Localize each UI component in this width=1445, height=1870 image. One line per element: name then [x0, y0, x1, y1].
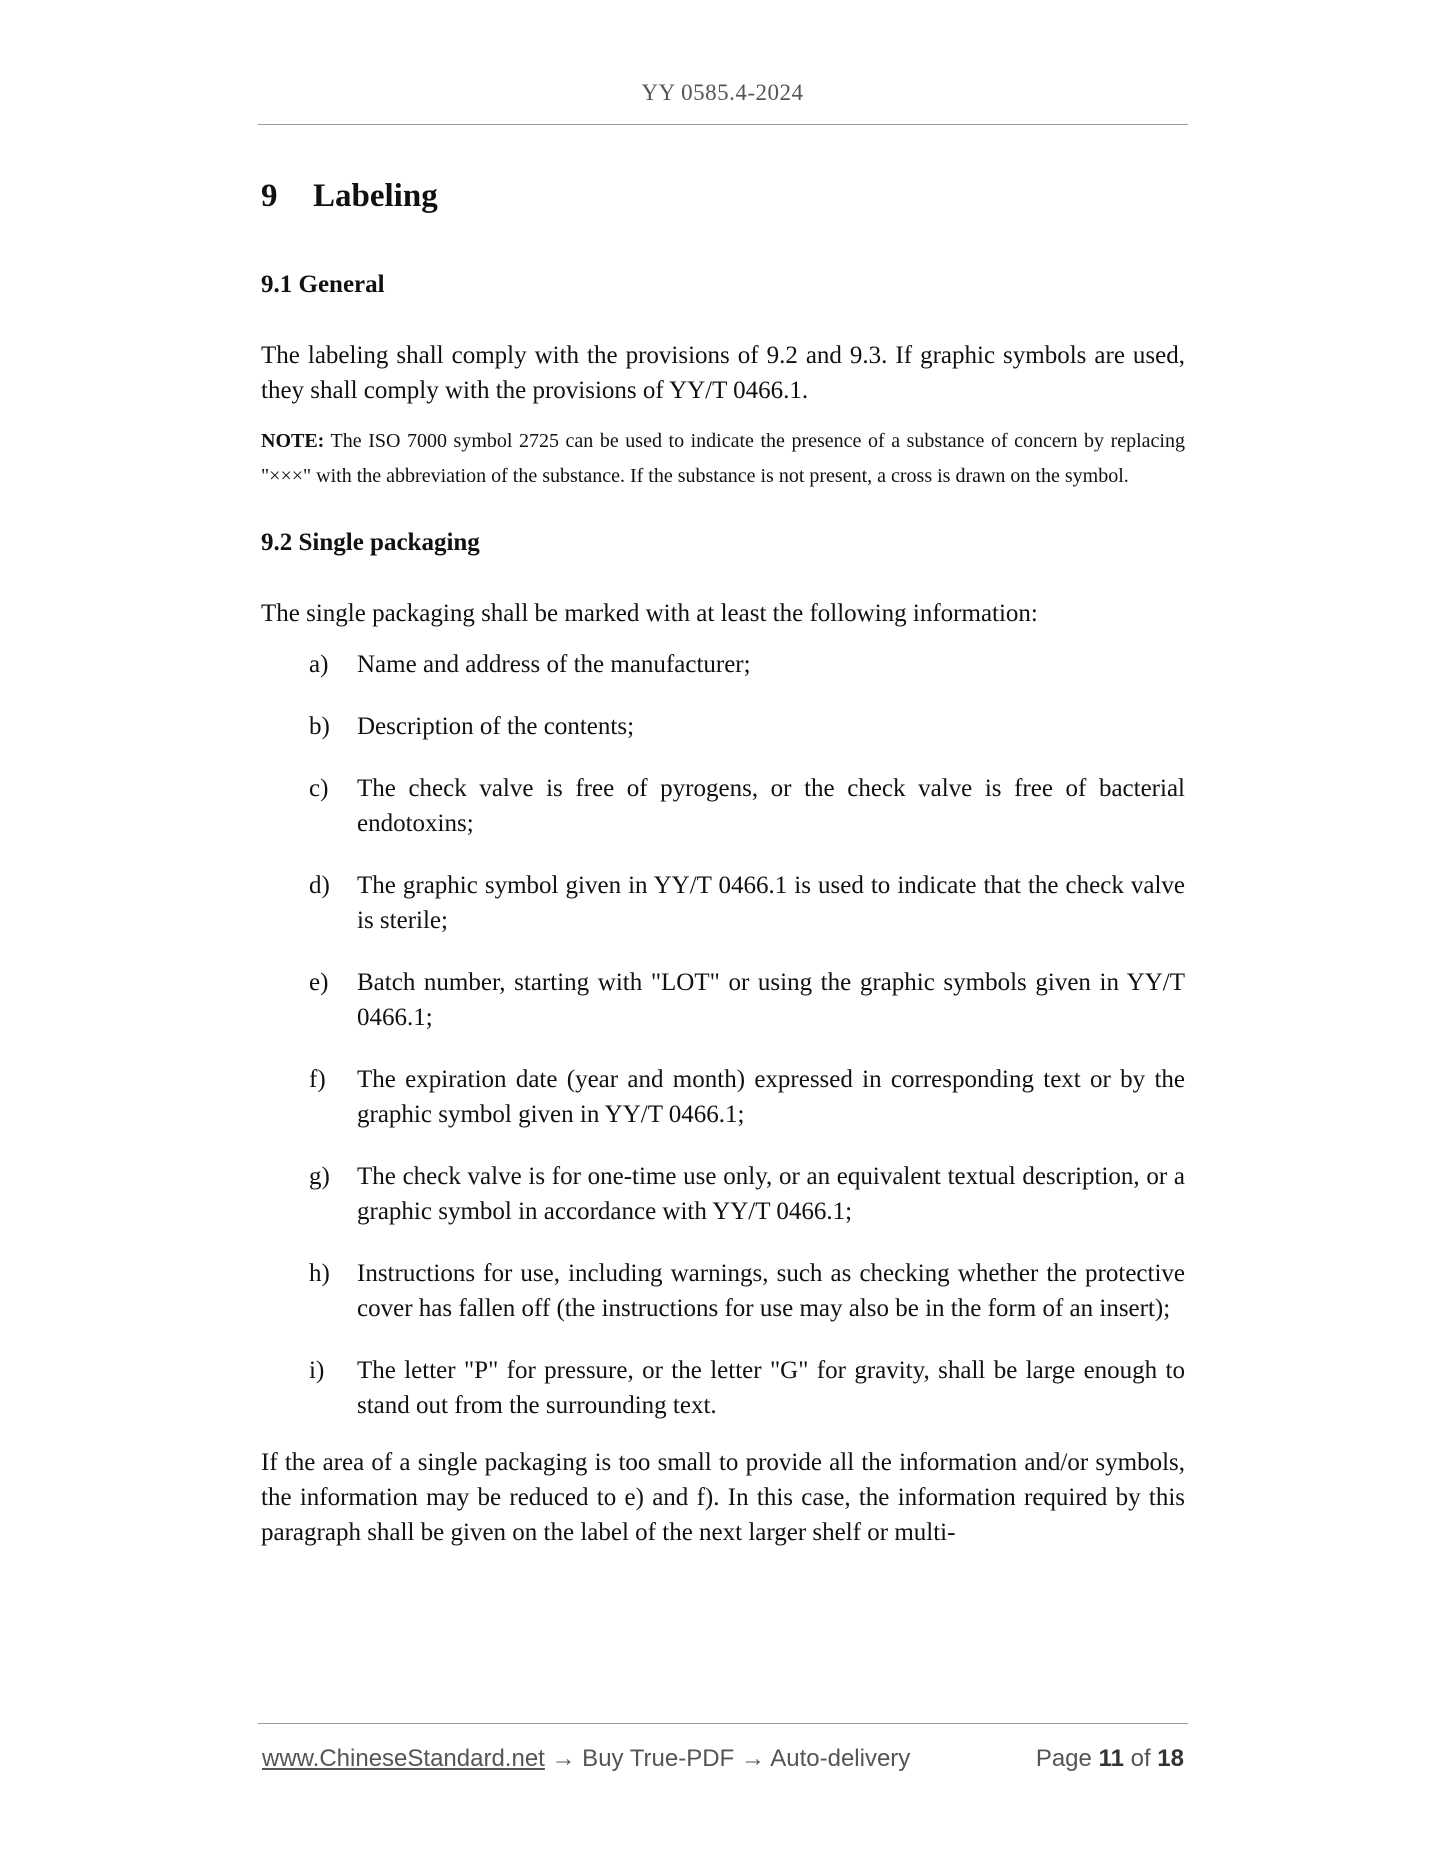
footer-promo-text: → Buy True-PDF → Auto-delivery [544, 1745, 911, 1772]
list-item-text: The graphic symbol given in YY/T 0466.1 is used to indicate that the check valve is sterile; [357, 872, 1185, 934]
note-label: NOTE: [261, 430, 325, 452]
list-item-text: Name and address of the manufacturer; [357, 651, 751, 678]
list-item [261, 771, 1185, 841]
list-item-text: The expiration date (year and month) expressed in corresponding text or by the graphic symbol given in YY/T 0466.1; [357, 1066, 1185, 1128]
list-item [261, 709, 1185, 744]
list-item [261, 1159, 1185, 1229]
subsection-heading-general: 9.1 General [261, 271, 385, 298]
list-item-text: Instructions for use, including warnings, such as checking whether the protective cover has fallen off (the instructions for use may also be in the form of an insert); [357, 1260, 1185, 1322]
general-paragraph: The labeling shall comply with the provisions of 9.2 and 9.3. If graphic symbols are used, they shall comply with the provisions of YY/T 0466.1. [261, 342, 1185, 404]
page-label: Page [1035, 1745, 1092, 1772]
list-item-text: The check valve is free of pyrogens, or the check valve is free of bacterial endotoxins; [357, 775, 1185, 837]
list-marker: b) [309, 713, 330, 740]
note-paragraph [261, 424, 1185, 494]
list-item [261, 1256, 1185, 1326]
list-marker: d) [309, 872, 330, 899]
page-footer [262, 1745, 1184, 1773]
section-title: Labeling [313, 178, 438, 214]
list-item [261, 1062, 1185, 1132]
footer-divider [258, 1723, 1188, 1724]
closing-paragraph: If the area of a single packaging is too small to provide all the information and/or symbols, the information may be reduced to e) and f). In this case, the information required by this paragraph shall be given on the label of the next larger shelf or multi- [261, 1449, 1185, 1546]
list-item [261, 868, 1185, 938]
list-item-text: Description of the contents; [357, 713, 635, 740]
footer-promo [262, 1745, 910, 1773]
list-marker: h) [309, 1260, 330, 1287]
header-divider [258, 124, 1188, 125]
list-marker: f) [309, 1066, 326, 1093]
page-total: 18 [1157, 1745, 1184, 1772]
list-marker: a) [309, 651, 329, 678]
list-item-text: The check valve is for one-time use only, or an equivalent textual description, or a graphic symbol in accordance with YY/T 0466.1; [357, 1163, 1185, 1225]
list-marker: i) [309, 1357, 325, 1384]
list-marker: c) [309, 775, 329, 802]
list-item [261, 965, 1185, 1035]
list-item-text: The letter "P" for pressure, or the letter "G" for gravity, shall be large enough to stand out from the surrounding text. [357, 1357, 1185, 1419]
page-of-label: of [1130, 1745, 1151, 1772]
requirements-list [261, 647, 1185, 1423]
list-marker: g) [309, 1163, 330, 1190]
list-item-text: Batch number, starting with "LOT" or using the graphic symbols given in YY/T 0466.1; [357, 969, 1185, 1031]
page-current: 11 [1098, 1745, 1124, 1772]
page-indicator [1036, 1745, 1184, 1773]
list-marker: e) [309, 969, 329, 996]
section-number: 9 [261, 178, 278, 214]
page-content [261, 176, 1185, 1550]
site-link[interactable]: www.ChineseStandard.net [262, 1745, 545, 1772]
list-item [261, 647, 1185, 682]
note-text: The ISO 7000 symbol 2725 can be used to indicate the presence of a substance of concern by replacing "×××" with the abbreviation of the substance. If the substance is not present, a cross is drawn on the symbol. [261, 430, 1185, 487]
subsection-heading-single-packaging: 9.2 Single packaging [261, 529, 480, 556]
single-packaging-intro: The single packaging shall be marked with at least the following information: [261, 600, 1038, 627]
section-heading [261, 176, 1185, 216]
list-item [261, 1353, 1185, 1423]
document-code-header: YY 0585.4-2024 [641, 80, 804, 105]
